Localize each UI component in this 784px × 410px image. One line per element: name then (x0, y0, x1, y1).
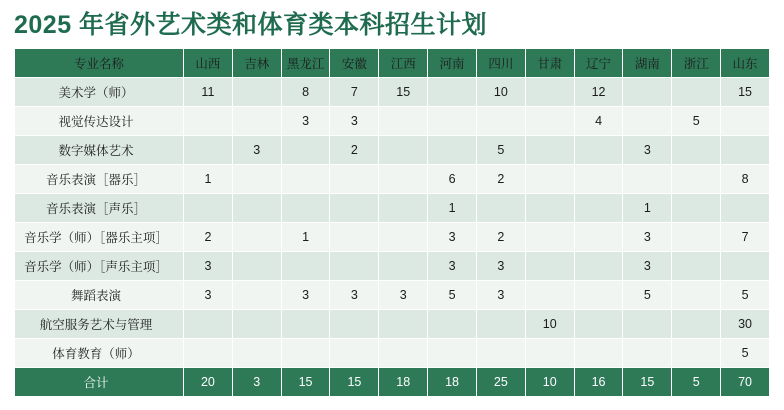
cell-value (184, 339, 233, 368)
cell-value: 3 (623, 136, 672, 165)
table-header-row (15, 49, 770, 78)
cell-value: 3 (623, 252, 672, 281)
cell-value (672, 310, 721, 339)
cell-value: 15 (721, 78, 770, 107)
major-name: 音乐表演［器乐］ (15, 165, 184, 194)
cell-value (721, 252, 770, 281)
major-name: 舞蹈表演 (15, 281, 184, 310)
table-body (15, 78, 770, 397)
cell-value: 3 (184, 281, 233, 310)
table-row (15, 136, 770, 165)
cell-value (574, 194, 623, 223)
cell-value (281, 165, 330, 194)
table-row (15, 310, 770, 339)
cell-value (672, 339, 721, 368)
cell-value (330, 223, 379, 252)
cell-value (721, 194, 770, 223)
cell-value (232, 310, 281, 339)
cell-value: 2 (476, 165, 525, 194)
cell-value: 8 (281, 78, 330, 107)
cell-value (525, 78, 574, 107)
column-header-heilongjiang: 黑龙江 (281, 49, 330, 78)
cell-value (525, 107, 574, 136)
cell-value: 3 (476, 252, 525, 281)
cell-value (281, 339, 330, 368)
cell-value: 2 (184, 223, 233, 252)
cell-value: 1 (184, 165, 233, 194)
cell-value (281, 194, 330, 223)
cell-value (184, 310, 233, 339)
cell-value (184, 194, 233, 223)
cell-value (525, 339, 574, 368)
cell-value (476, 310, 525, 339)
column-header-major: 专业名称 (15, 49, 184, 78)
cell-value (525, 165, 574, 194)
cell-value: 3 (379, 281, 428, 310)
table-row (15, 194, 770, 223)
table-total-row (15, 368, 770, 397)
cell-value: 10 (525, 310, 574, 339)
cell-value (574, 339, 623, 368)
total-value: 16 (574, 368, 623, 397)
cell-value: 1 (281, 223, 330, 252)
major-name: 音乐学（师）［器乐主项］ (15, 223, 184, 252)
cell-value: 3 (330, 107, 379, 136)
cell-value: 5 (721, 339, 770, 368)
major-name: 音乐学（师）［声乐主项］ (15, 252, 184, 281)
column-header-shanxi: 山西 (184, 49, 233, 78)
cell-value (525, 223, 574, 252)
cell-value: 1 (623, 194, 672, 223)
cell-value (672, 252, 721, 281)
cell-value: 5 (721, 281, 770, 310)
column-header-henan: 河南 (428, 49, 477, 78)
cell-value: 7 (330, 78, 379, 107)
cell-value (721, 136, 770, 165)
cell-value (379, 223, 428, 252)
table-row (15, 339, 770, 368)
cell-value (574, 310, 623, 339)
enrollment-plan-table (14, 48, 770, 397)
cell-value (184, 136, 233, 165)
cell-value (574, 281, 623, 310)
cell-value (476, 339, 525, 368)
cell-value (623, 165, 672, 194)
major-name: 美术学（师） (15, 78, 184, 107)
cell-value (379, 136, 428, 165)
cell-value (330, 310, 379, 339)
cell-value (574, 223, 623, 252)
cell-value (281, 310, 330, 339)
cell-value: 8 (721, 165, 770, 194)
cell-value (428, 78, 477, 107)
table-row (15, 223, 770, 252)
cell-value: 30 (721, 310, 770, 339)
cell-value (184, 107, 233, 136)
cell-value: 3 (281, 107, 330, 136)
cell-value (379, 107, 428, 136)
major-name: 体育教育（师） (15, 339, 184, 368)
cell-value (525, 252, 574, 281)
cell-value (476, 194, 525, 223)
cell-value (281, 252, 330, 281)
total-value: 18 (428, 368, 477, 397)
cell-value (232, 194, 281, 223)
cell-value: 3 (476, 281, 525, 310)
total-value: 5 (672, 368, 721, 397)
total-value: 20 (184, 368, 233, 397)
column-header-gansu: 甘肃 (525, 49, 574, 78)
table-container (0, 48, 784, 397)
cell-value (623, 310, 672, 339)
cell-value (574, 165, 623, 194)
column-header-zhejiang: 浙江 (672, 49, 721, 78)
cell-value (672, 165, 721, 194)
cell-value: 1 (428, 194, 477, 223)
cell-value (672, 281, 721, 310)
cell-value (428, 136, 477, 165)
column-header-anhui: 安徽 (330, 49, 379, 78)
page-title: 2025 年省外艺术类和体育类本科招生计划 (14, 11, 488, 39)
cell-value (330, 194, 379, 223)
cell-value (428, 310, 477, 339)
cell-value (428, 107, 477, 136)
cell-value (281, 136, 330, 165)
cell-value (330, 252, 379, 281)
cell-value: 5 (672, 107, 721, 136)
table-row (15, 78, 770, 107)
cell-value (623, 78, 672, 107)
total-value: 10 (525, 368, 574, 397)
cell-value: 2 (330, 136, 379, 165)
cell-value: 2 (476, 223, 525, 252)
cell-value: 5 (428, 281, 477, 310)
column-header-sichuan: 四川 (476, 49, 525, 78)
cell-value: 3 (428, 223, 477, 252)
cell-value (232, 252, 281, 281)
total-value: 18 (379, 368, 428, 397)
cell-value (379, 194, 428, 223)
cell-value (232, 107, 281, 136)
column-header-jiangxi: 江西 (379, 49, 428, 78)
cell-value: 5 (623, 281, 672, 310)
major-name: 视觉传达设计 (15, 107, 184, 136)
cell-value: 3 (623, 223, 672, 252)
cell-value (232, 223, 281, 252)
major-name: 航空服务艺术与管理 (15, 310, 184, 339)
cell-value: 3 (330, 281, 379, 310)
cell-value (721, 107, 770, 136)
cell-value (428, 339, 477, 368)
cell-value (379, 252, 428, 281)
cell-value: 3 (232, 136, 281, 165)
cell-value (623, 107, 672, 136)
table-row (15, 252, 770, 281)
column-header-shandong: 山东 (721, 49, 770, 78)
cell-value: 6 (428, 165, 477, 194)
total-value: 15 (330, 368, 379, 397)
major-name: 数字媒体艺术 (15, 136, 184, 165)
cell-value (232, 78, 281, 107)
cell-value: 7 (721, 223, 770, 252)
table-row (15, 107, 770, 136)
cell-value: 10 (476, 78, 525, 107)
cell-value (525, 136, 574, 165)
cell-value (672, 194, 721, 223)
cell-value (330, 339, 379, 368)
cell-value (672, 78, 721, 107)
table-row (15, 281, 770, 310)
cell-value (379, 310, 428, 339)
cell-value: 4 (574, 107, 623, 136)
cell-value (330, 165, 379, 194)
cell-value: 3 (184, 252, 233, 281)
cell-value: 5 (476, 136, 525, 165)
cell-value (574, 136, 623, 165)
cell-value: 3 (428, 252, 477, 281)
cell-value (525, 281, 574, 310)
cell-value (232, 281, 281, 310)
table-header (15, 49, 770, 78)
cell-value (525, 194, 574, 223)
cell-value (379, 339, 428, 368)
cell-value: 12 (574, 78, 623, 107)
total-value: 3 (232, 368, 281, 397)
cell-value (672, 223, 721, 252)
cell-value (232, 339, 281, 368)
cell-value (476, 107, 525, 136)
major-name: 音乐表演［声乐］ (15, 194, 184, 223)
cell-value: 11 (184, 78, 233, 107)
total-value: 25 (476, 368, 525, 397)
cell-value (672, 136, 721, 165)
column-header-liaoning: 辽宁 (574, 49, 623, 78)
table-row (15, 165, 770, 194)
cell-value: 15 (379, 78, 428, 107)
column-header-jilin: 吉林 (232, 49, 281, 78)
total-value: 70 (721, 368, 770, 397)
cell-value: 3 (281, 281, 330, 310)
cell-value (574, 252, 623, 281)
cell-value (232, 165, 281, 194)
cell-value (379, 165, 428, 194)
total-value: 15 (281, 368, 330, 397)
cell-value (623, 339, 672, 368)
total-value: 15 (623, 368, 672, 397)
column-header-hunan: 湖南 (623, 49, 672, 78)
total-label: 合计 (15, 368, 184, 397)
